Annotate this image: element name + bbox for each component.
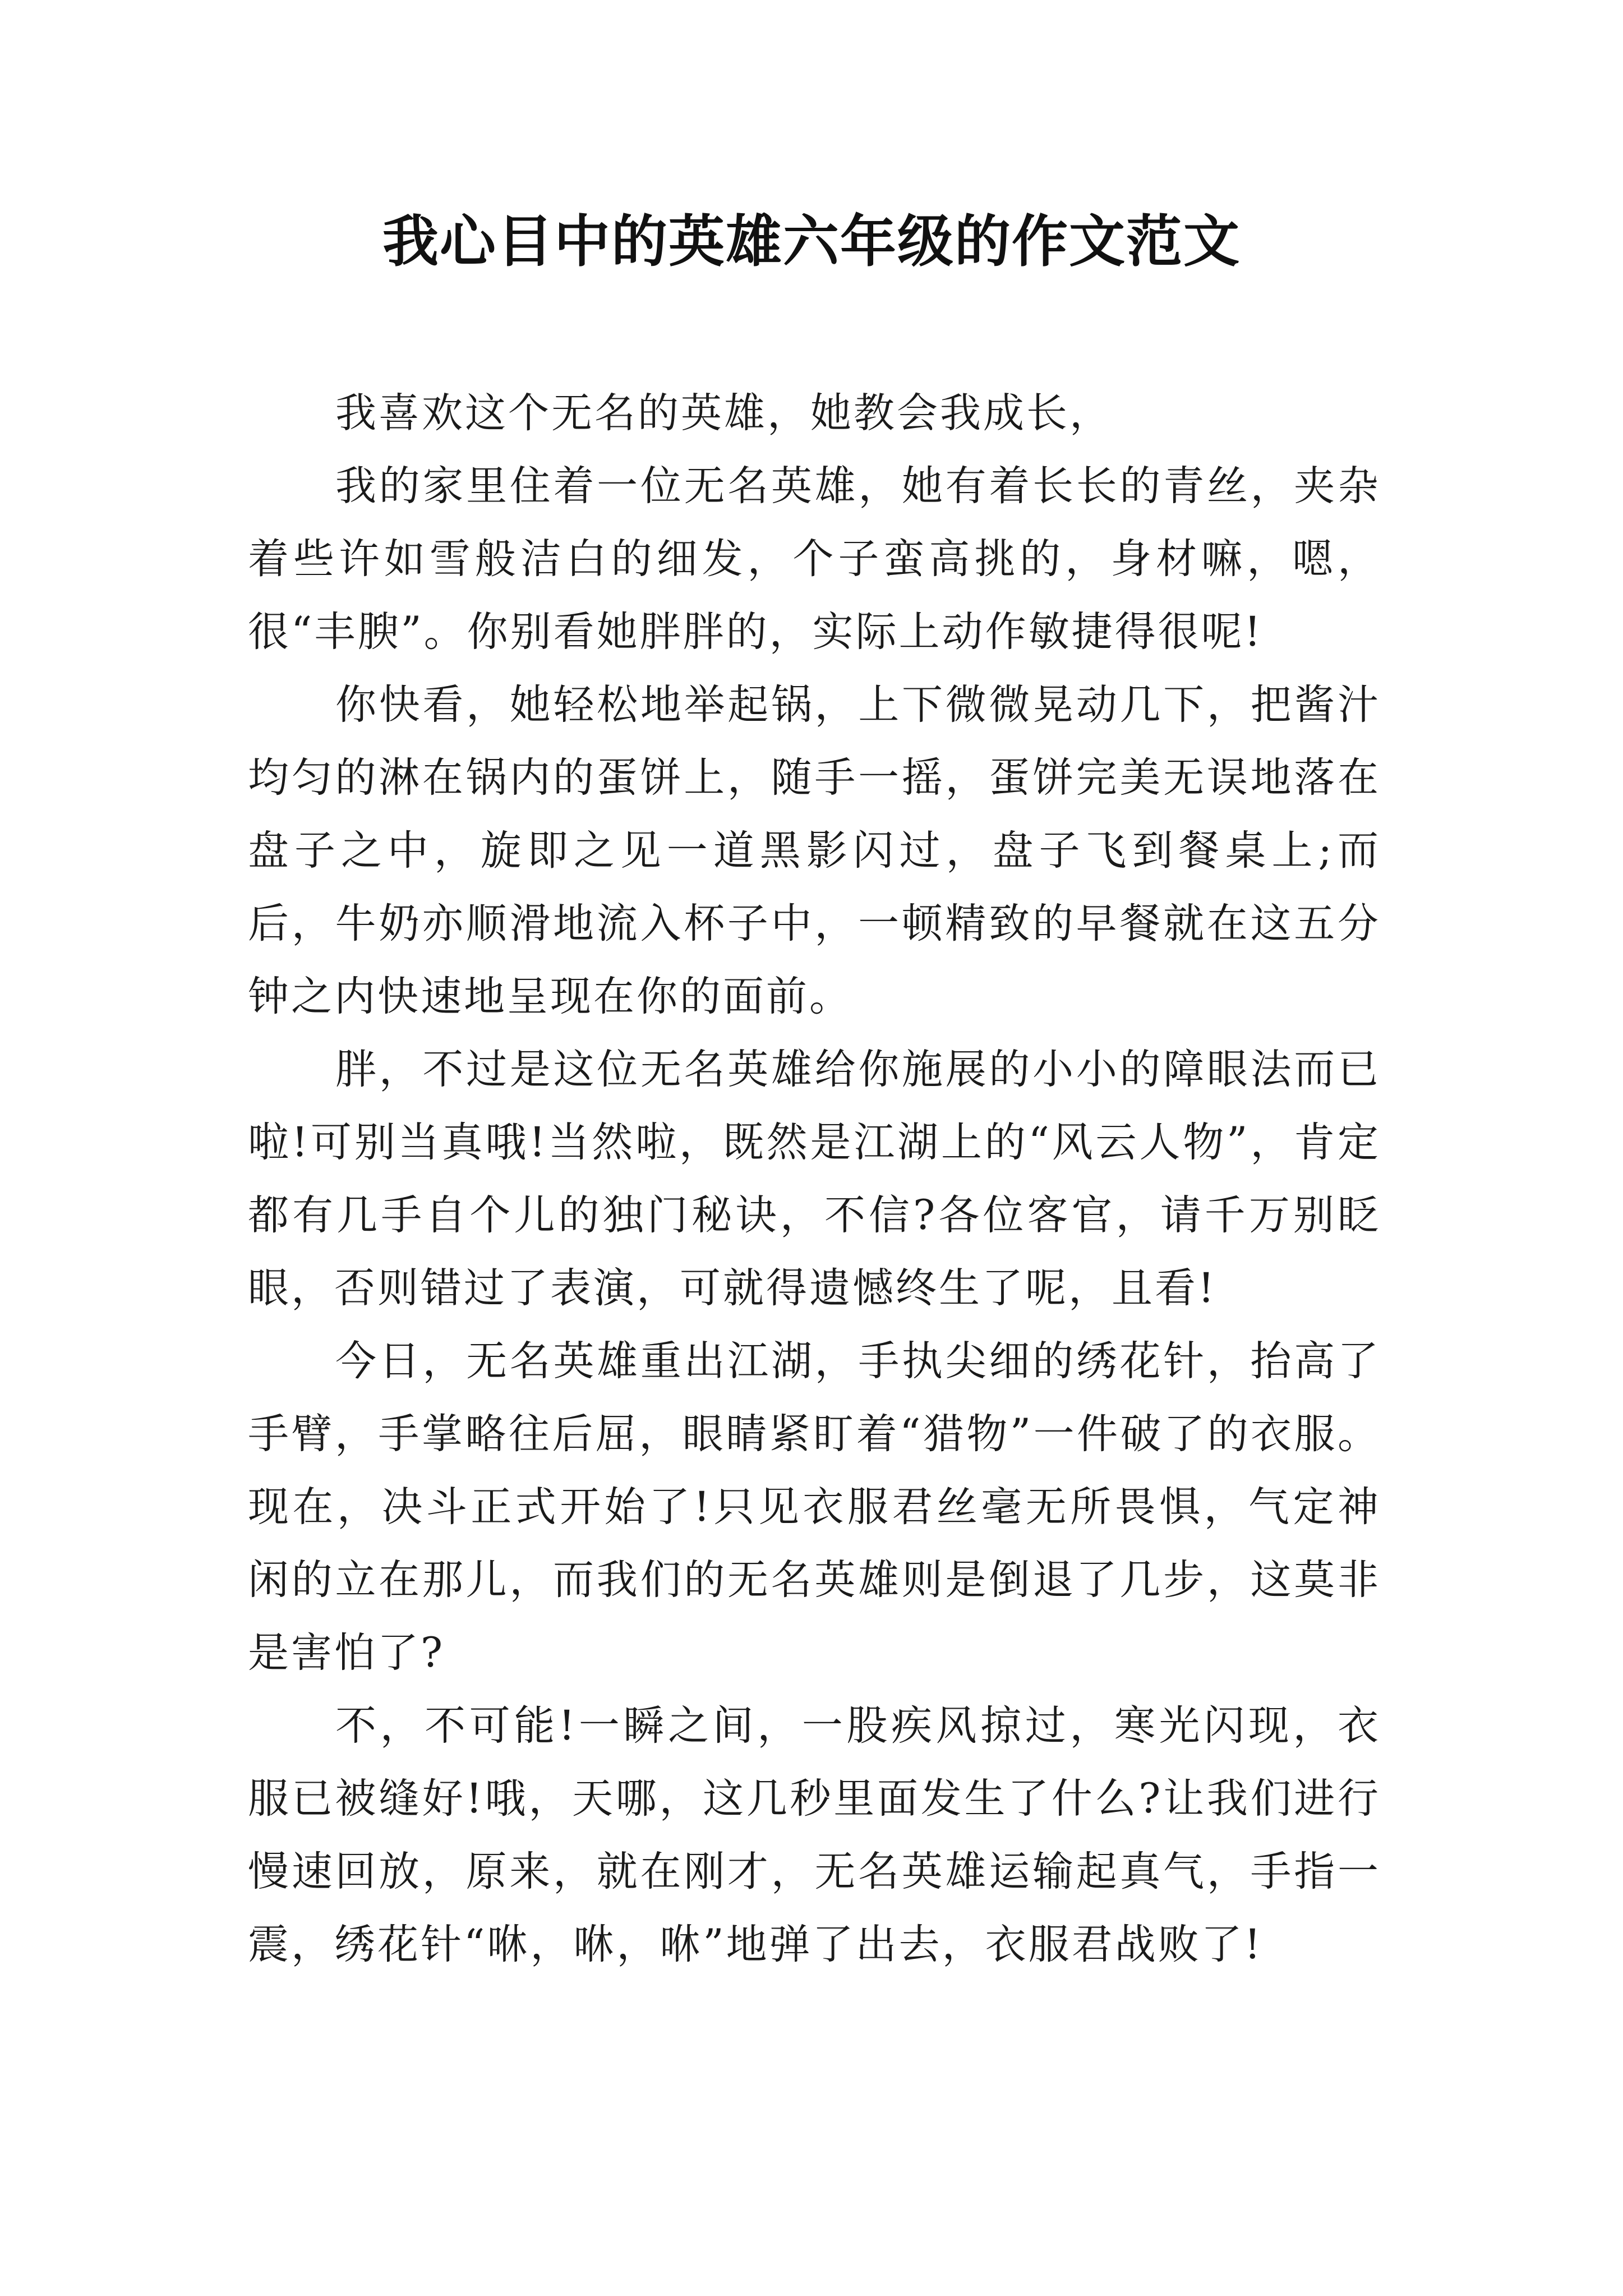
paragraph-2: 我的家里住着一位无名英雄，她有着长长的青丝，夹杂着些许如雪般洁白的细发，个子蛮高挑的，身材嘛，嗯，很“丰腴”。你别看她胖胖的，实际上动作敏捷得很呢! xyxy=(248,462,1381,656)
document-body xyxy=(248,377,1381,1981)
paragraph-4: 胖，不过是这位无名英雄给你施展的小小的障眼法而已啦!可别当真哦!当然啦，既然是江湖上的“风云人物”，肯定都有几手自个儿的独门秘诀，不信?各位客官，请千万别眨眼，否则错过了表演，可就得遗憾终生了呢，且看! xyxy=(248,1046,1381,1312)
paragraph-1: 我喜欢这个无名的英雄，她教会我成长， xyxy=(335,389,1113,437)
paragraph-5: 今日，无名英雄重出江湖，手执尖细的绣花针，抬高了手臂，手掌略往后屈，眼睛紧盯着“猎物”一件破了的衣服。现在，决斗正式开始了!只见衣服君丝毫无所畏惧，气定神闲的立在那儿，而我们的无名英雄则是倒退了几步，这莫非是害怕了? xyxy=(248,1337,1381,1677)
paragraph-3: 你快看，她轻松地举起锅，上下微微晃动几下，把酱汁均匀的淋在锅内的蛋饼上，随手一摇，蛋饼完美无误地落在盘子之中，旋即之见一道黑影闪过，盘子飞到餐桌上;而后，牛奶亦顺滑地流入杯子中，一顿精致的早餐就在这五分钟之内快速地呈现在你的面前。 xyxy=(248,681,1381,1020)
document-title: 我心目中的英雄六年级的作文范文 xyxy=(382,208,1241,274)
paragraph-6: 不，不可能!一瞬之间，一股疾风掠过，寒光闪现，衣服已被缝好!哦，天哪，这几秒里面发生了什么?让我们进行慢速回放，原来，就在刚才，无名英雄运输起真气，手指一震，绣花针“咻，咻，咻”地弹了出去，衣服君战败了! xyxy=(248,1702,1381,1968)
